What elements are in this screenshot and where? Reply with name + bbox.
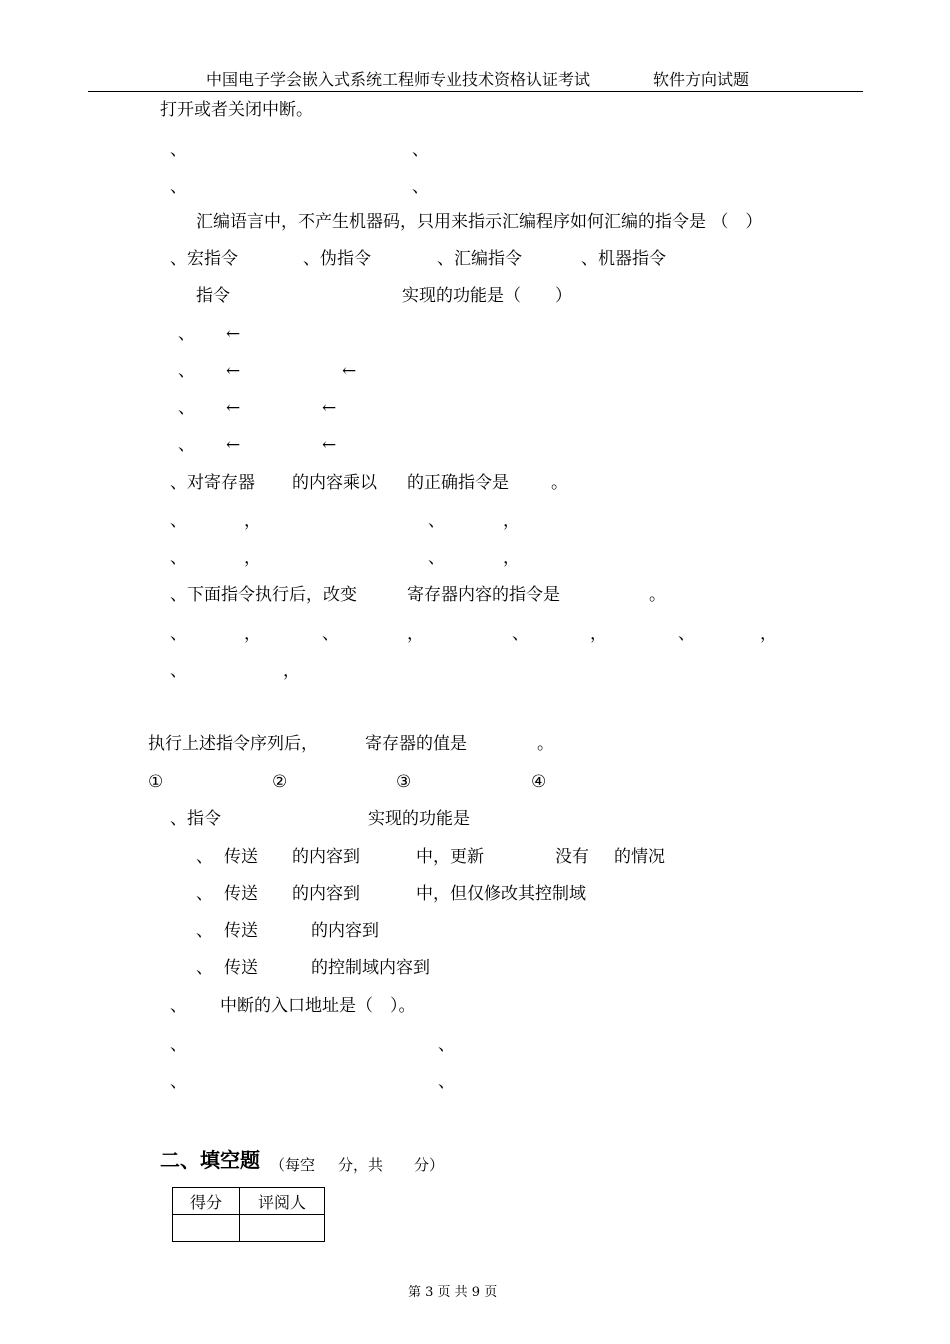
question-stem-part: 实现的功能是 xyxy=(368,809,470,829)
option-a: 、 xyxy=(170,1035,187,1055)
table-row xyxy=(173,1188,325,1215)
option-b: 、 xyxy=(178,361,195,381)
question-stem-part: 。 xyxy=(537,734,554,754)
option-c-text: 传送 xyxy=(224,921,258,941)
option-b: 、 xyxy=(438,1035,455,1055)
code-line: 、 xyxy=(170,661,187,681)
option-a-comma: ， xyxy=(244,511,261,531)
header-subject: 软件方向试题 xyxy=(653,70,750,89)
header-rule xyxy=(88,91,863,92)
option-1: ① xyxy=(148,772,164,792)
option-d-comma: ， xyxy=(503,548,520,568)
option-d-comma: ， xyxy=(760,624,777,644)
option-a-text: 没有 xyxy=(555,847,589,867)
option-a: 、 xyxy=(170,624,187,644)
question-stem-part: 、对寄存器 xyxy=(170,473,255,493)
option-c-comma: ， xyxy=(244,548,261,568)
reviewer-cell[interactable] xyxy=(240,1215,325,1242)
option-b-text: 中，但仅修改其控制域 xyxy=(416,884,586,904)
option-c: 、 xyxy=(170,1072,187,1092)
option-d: 、 xyxy=(428,548,445,568)
option-a-text: 中，更新 xyxy=(416,847,484,867)
option-b: 、 xyxy=(428,511,445,531)
score-table xyxy=(172,1187,325,1242)
option-b: 、 xyxy=(322,624,339,644)
question-stem: 中断的入口地址是（ ）。 xyxy=(220,996,416,1016)
question-number-sep: 、 xyxy=(170,996,187,1016)
question-stem-end: 实现的功能是（ ） xyxy=(402,286,572,306)
option-a: 、 xyxy=(196,847,213,867)
section-note-part: 分，共 xyxy=(338,1156,384,1174)
option-a-text: 的内容到 xyxy=(292,847,360,867)
option-c-text: 的内容到 xyxy=(311,921,379,941)
question-stem-part: 、指令 xyxy=(170,809,221,829)
arrow-icon: ← xyxy=(342,361,357,381)
option-b-comma: ， xyxy=(503,511,520,531)
option-a-text: 的情况 xyxy=(614,847,665,867)
question-stem-part: 。 xyxy=(551,473,568,493)
question-stem: 汇编语言中，不产生机器码，只用来指示汇编程序如何汇编的指令是 （ ） xyxy=(196,212,763,232)
question-text: 打开或者关闭中断。 xyxy=(160,100,313,120)
option-c: 、 xyxy=(178,398,195,418)
option-c-comma: ， xyxy=(590,624,607,644)
question-stem-part: 的内容乘以 xyxy=(292,473,377,493)
option-d: 、 xyxy=(438,1072,455,1092)
option-a: 、 xyxy=(170,511,187,531)
option-d: 、 xyxy=(196,958,213,978)
arrow-icon: ← xyxy=(226,398,241,418)
option-b-text: 传送 xyxy=(224,884,258,904)
header-title: 中国电子学会嵌入式系统工程师专业技术资格认证考试 xyxy=(206,70,591,89)
code-line-comma: ， xyxy=(283,661,300,681)
option-d: 、机器指令 xyxy=(581,249,666,269)
question-stem-part: 。 xyxy=(649,585,666,605)
question-stem-part: 、下面指令执行后，改变 xyxy=(170,585,357,605)
option-c: 、 xyxy=(512,624,529,644)
option-d-text: 传送 xyxy=(224,958,258,978)
table-header-score: 得分 xyxy=(173,1188,240,1215)
option-d-text: 的控制域内容到 xyxy=(311,958,430,978)
score-cell[interactable] xyxy=(173,1215,240,1242)
option-a: 、 xyxy=(170,140,187,160)
table-header-reviewer: 评阅人 xyxy=(240,1188,325,1215)
option-b-comma: ， xyxy=(407,624,424,644)
question-stem-part: 的正确指令是 xyxy=(407,473,509,493)
page-number: 第 3 页 共 9 页 xyxy=(408,1285,498,1300)
option-a-comma: ， xyxy=(244,624,261,644)
option-c: 、 xyxy=(170,177,187,197)
option-b: 、 xyxy=(412,140,429,160)
option-c: 、汇编指令 xyxy=(437,249,522,269)
section-note-part: （每空 xyxy=(270,1156,316,1174)
option-d: 、 xyxy=(412,177,429,197)
option-a-text: 传送 xyxy=(224,847,258,867)
option-a: 、宏指令 xyxy=(170,249,238,269)
option-d: 、 xyxy=(178,435,195,455)
section-note-part: 分） xyxy=(414,1156,445,1174)
question-stem-part: 寄存器内容的指令是 xyxy=(407,585,560,605)
arrow-icon: ← xyxy=(226,435,241,455)
arrow-icon: ← xyxy=(322,435,337,455)
arrow-icon: ← xyxy=(322,398,337,418)
option-a: 、 xyxy=(178,324,195,344)
question-stem-start: 指令 xyxy=(196,286,230,306)
option-d: 、 xyxy=(678,624,695,644)
arrow-icon: ← xyxy=(226,324,241,344)
section-title: 二、填空题 xyxy=(160,1148,260,1172)
option-b-text: 的内容到 xyxy=(292,884,360,904)
question-stem-part: 寄存器的值是 xyxy=(365,734,467,754)
arrow-icon: ← xyxy=(226,361,241,381)
option-3: ③ xyxy=(396,772,412,792)
option-b: 、伪指令 xyxy=(303,249,371,269)
option-2: ② xyxy=(272,772,288,792)
option-c: 、 xyxy=(196,921,213,941)
question-stem-part: 执行上述指令序列后， xyxy=(148,734,318,754)
option-b: 、 xyxy=(196,884,213,904)
option-4: ④ xyxy=(531,772,547,792)
table-row xyxy=(173,1215,325,1242)
option-c: 、 xyxy=(170,548,187,568)
